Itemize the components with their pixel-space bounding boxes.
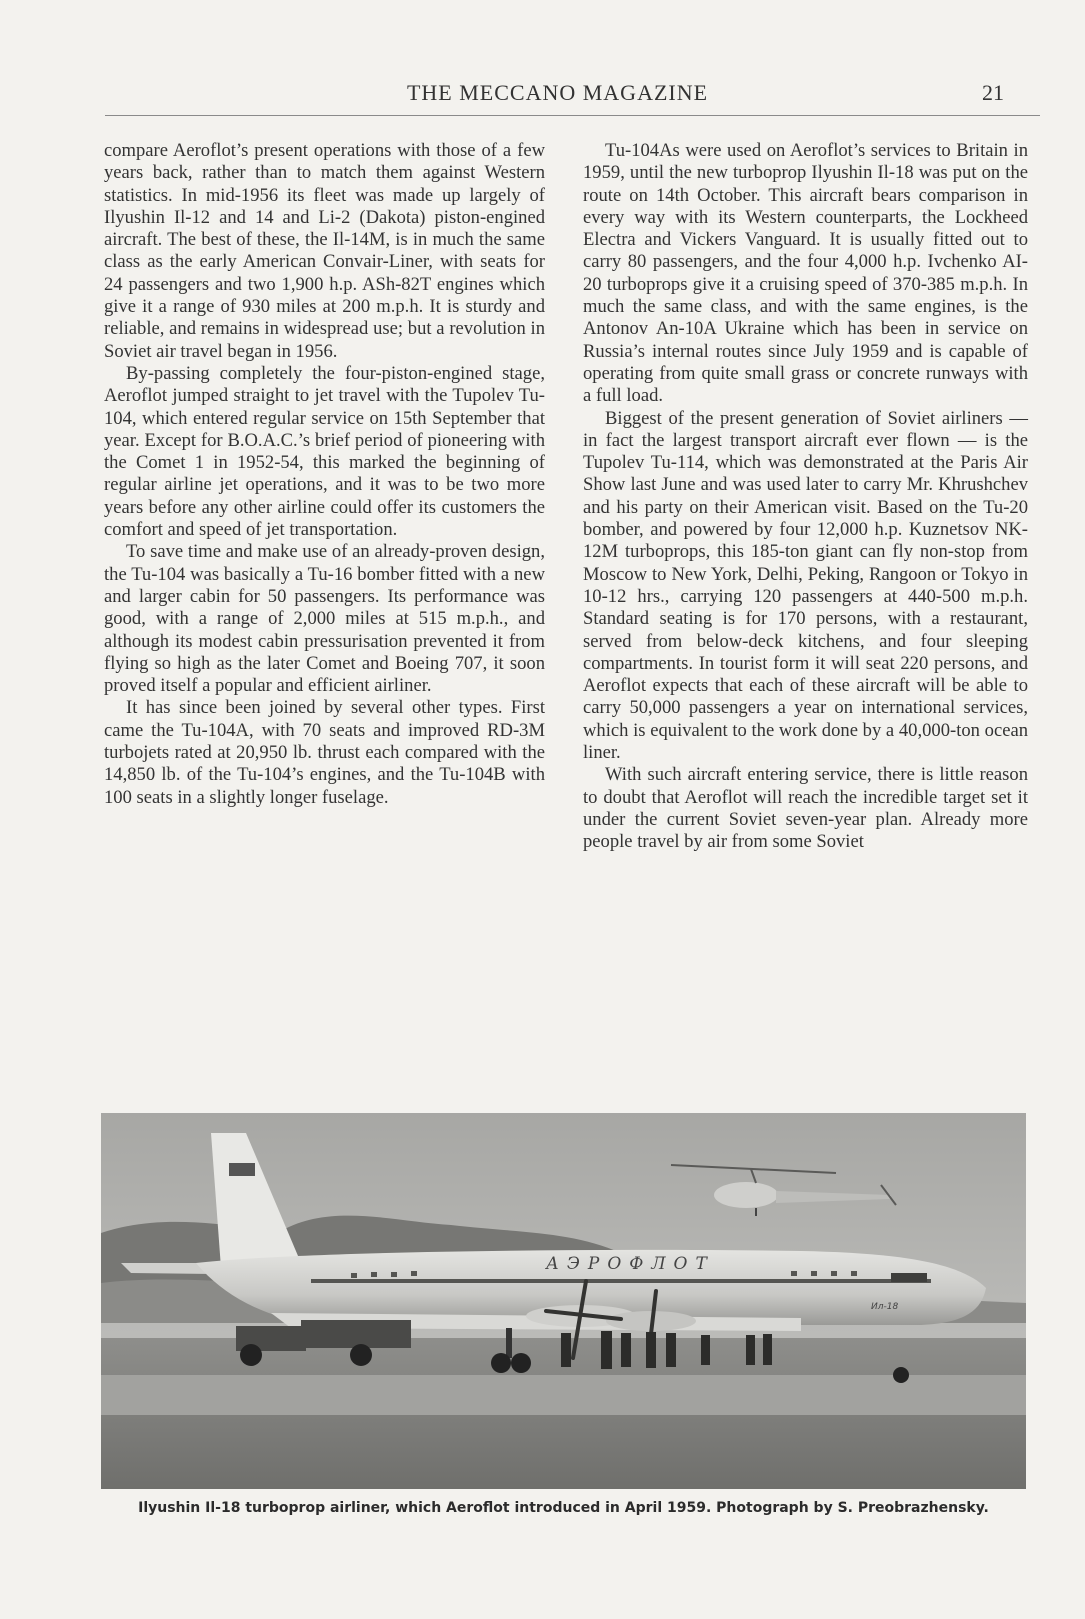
tail-flag [229, 1163, 255, 1176]
nose-lettering: Ил-18 [871, 1302, 899, 1312]
aircraft-photo [101, 1113, 1026, 1489]
cockpit-windows [891, 1273, 927, 1282]
aircraft-photo-drawing [101, 1113, 1026, 1489]
page-number: 21 [982, 80, 1004, 105]
paragraph: Biggest of the present generation of Soviet airliners — in fact the largest transport aircraft ever flown — is the Tupolev Tu-114, which was demonstrated at the Paris Air Show last June and was used later to carry Mr. Khrushchev and his party on their American visit. Based on the Tu-20 bomber, and powered by four 12,000 h.p. Kuznetsov NK-12M turboprops, this 185-ton giant can fly non-stop from Moscow to New York, Delhi, Peking, Rangoon or Tokyo in 10-12 hrs., carrying 120 passengers at 440-500 m.p.h. Standard seating is for 170 persons, with a restaurant, served from below-deck kitchens, and four sleeping compartments. In tourist form it will seat 220 persons, and Aeroflot expects that each of these aircraft will be able to carry 50,000 passengers a year on international services, which is equivalent to the work done by a 40,000-ton ocean liner. [583, 407, 1028, 764]
fuselage-lettering: АЭРОФЛОТ [546, 1254, 715, 1274]
paragraph: With such aircraft entering service, there is little reason to doubt that Aeroflot will reach the incredible target set it under the current Soviet seven-year plan. Already more people travel by air from some Soviet [583, 764, 1028, 853]
photo-caption: Ilyushin Il-18 turboprop airliner, which Aeroflot introduced in April 1959. Photograph by S. Preobrazhensky. [138, 1500, 989, 1516]
landing-gear [491, 1353, 511, 1373]
cheatline [311, 1279, 931, 1283]
paragraph: compare Aeroflot’s present operations with those of a few years back, rather than to match them against Western statistics. In mid-1956 its fleet was made up largely of Ilyushin Il-12 and 14 and Li-2 (Dakota) piston-engined aircraft. The best of these, the Il-14M, is in much the same class as the early American Convair-Liner, with seats for 24 passengers and two 1,900 h.p. ASh-82T engines which give it a range of 930 miles at 200 m.p.h. It is sturdy and reliable, and remains in widespread use; but a revolution in Soviet air travel began in 1956. [104, 140, 545, 362]
paragraph: To save time and make use of an already-proven design, the Tu-104 was basically a Tu-16 bomber fitted with a new and larger cabin for 50 passengers. Its performance was good, with a range of 2,000 miles at 515 m.p.h., and although its modest cabin pressurisation prevented it from flying so high as the later Comet and Boeing 707, it soon proved itself a popular and efficient airliner. [104, 541, 545, 697]
right-column [583, 140, 1028, 854]
page-header [105, 80, 1010, 112]
landing-gear [511, 1353, 531, 1373]
left-column [104, 140, 545, 809]
paragraph: It has since been joined by several other types. First came the Tu-104A, with 70 seats and improved RD-3M turbojets rated at 20,950 lb. thrust each compared with the 14,850 lb. of the Tu-104’s engines, and the Tu-104B with 100 seats in a slightly longer fuselage. [104, 697, 545, 808]
paragraph: By-passing completely the four-piston-engined stage, Aeroflot jumped straight to jet travel with the Tupolev Tu-104, which entered regular service on 15th September that year. Except for B.O.A.C.’s brief period of pioneering with the Comet 1 in 1952-54, this marked the beginning of regular airline jet operations, and it was to be two more years before any other airline could offer its customers the comfort and speed of jet transportation. [104, 362, 545, 541]
nose-gear [893, 1367, 909, 1383]
header-rule [105, 115, 1040, 116]
landing-gear [506, 1328, 512, 1358]
magazine-title: THE MECCANO MAGAZINE [406, 80, 709, 105]
runway [101, 1375, 1026, 1415]
paragraph: Tu-104As were used on Aeroflot’s services to Britain in 1959, until the new turboprop Ilyushin Il-18 was put on the route on 14th October. This aircraft bears comparison in every way with its Western counterparts, the Lockheed Electra and Vickers Vanguard. It is usually fitted out to carry 80 passengers, and the four 4,000 h.p. Ivchenko AI-20 turboprops give it a cruising speed of 370-385 m.p.h. In much the same class, and with the same engines, is the Antonov An-10A Ukraine which has been in service on Russia’s internal routes since July 1959 and is capable of operating from quite small grass or concrete runways with a full load. [583, 140, 1028, 407]
